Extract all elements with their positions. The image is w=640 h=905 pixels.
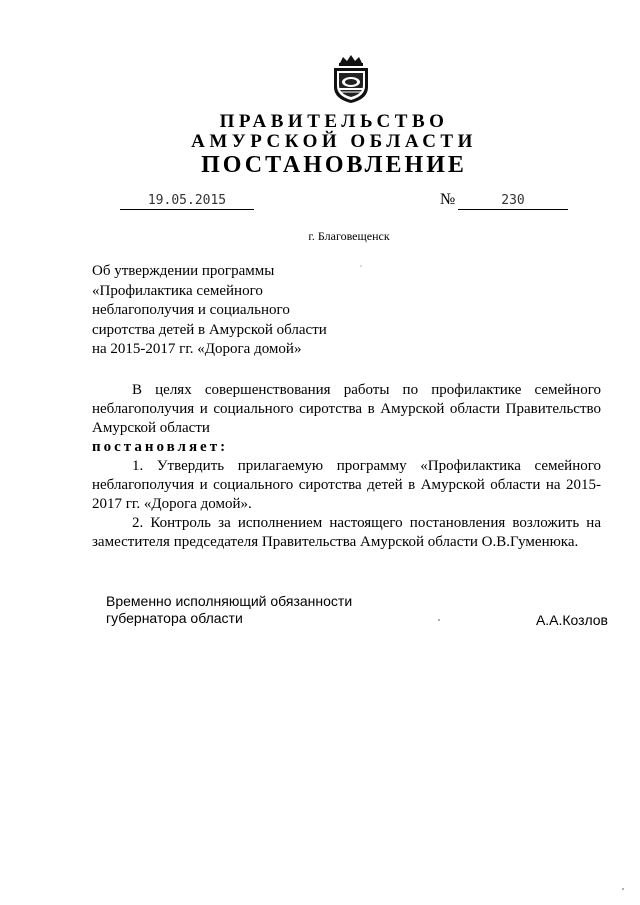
number-sign: № [440, 191, 456, 208]
city-label: г. Благовещенск [308, 229, 390, 243]
scan-speck [360, 265, 362, 267]
signature-position [106, 593, 606, 627]
document-type-title: ПОСТАНОВЛЕНИЕ [201, 152, 467, 178]
signature-position-line2: губернатора области [106, 610, 243, 626]
signature-position-line1: Временно исполняющий обязанности [106, 593, 353, 609]
signer-name: А.А.Козлов [535, 612, 608, 628]
item-2-paragraph: 2. Контроль за исполнением настоящего постановления возложить на заместителя председателя Правительства Амурской области О.В.Гуменюка. [92, 515, 601, 550]
decree-number: 230 [458, 192, 568, 210]
region-title: АМУРСКОЙ ОБЛАСТИ [191, 131, 477, 152]
item-1-paragraph: 1. Утвердить прилагаемую программу «Профилактика семейного неблагополучия и социального сиротства детей в Амурской области на 2015-2017 гг. «Дорога домой». [92, 458, 601, 512]
resolves-word: постановляет: [92, 439, 229, 455]
scan-speck [622, 888, 624, 890]
decree-date: 19.05.2015 [120, 192, 254, 210]
government-title: ПРАВИТЕЛЬСТВО [219, 111, 449, 132]
preamble-paragraph: В целях совершенствования работы по профилактике семейного неблагополучия и социального сиротства в Амурской области Правительство Амурской области [92, 382, 601, 436]
amur-region-coat-of-arms-icon [328, 53, 374, 105]
scan-speck [438, 619, 440, 621]
decree-body [92, 381, 601, 552]
decree-subject: Об утверждении программы «Профилактика семейного неблагополучия и социального сиротства детей в Амурской области на 2015-2017 гг. «Дорога домой» [92, 263, 327, 357]
